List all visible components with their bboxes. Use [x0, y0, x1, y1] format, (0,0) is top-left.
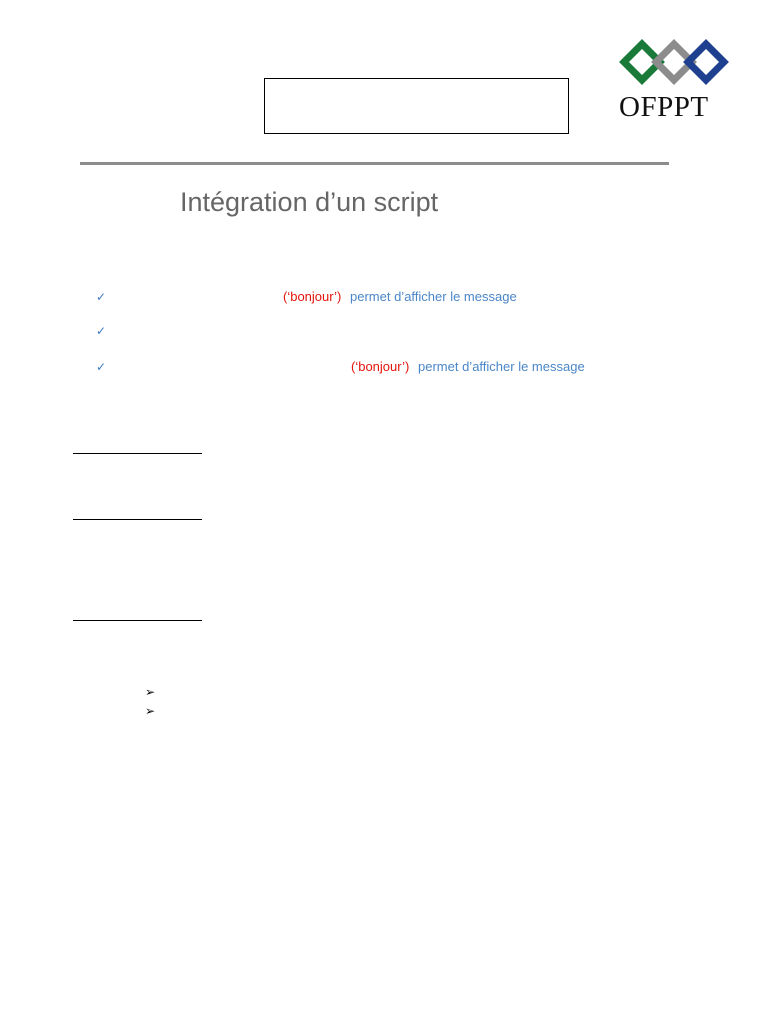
header-divider: [80, 162, 669, 165]
code-snippet: (‘bonjour’): [351, 359, 410, 374]
description-text: permet d’afficher le message: [418, 359, 585, 374]
check-icon: ✓: [96, 290, 107, 304]
code-snippet: (‘bonjour’): [283, 289, 342, 304]
ofppt-logo: [617, 38, 731, 126]
arrowhead-bullet-icon: ➢: [145, 704, 156, 718]
check-icon: ✓: [96, 324, 107, 338]
section-underline: [73, 453, 202, 454]
logo-wordmark: OFPPT: [619, 91, 709, 123]
page-title: Intégration d’un script: [180, 187, 439, 217]
section-underline: [73, 519, 202, 520]
title-box: [264, 78, 569, 134]
check-icon: ✓: [96, 360, 107, 374]
section-underline: [73, 620, 202, 621]
description-text: permet d’afficher le message: [350, 289, 517, 304]
interlinked-diamonds-icon: [617, 38, 731, 90]
arrowhead-bullet-icon: ➢: [145, 685, 156, 699]
